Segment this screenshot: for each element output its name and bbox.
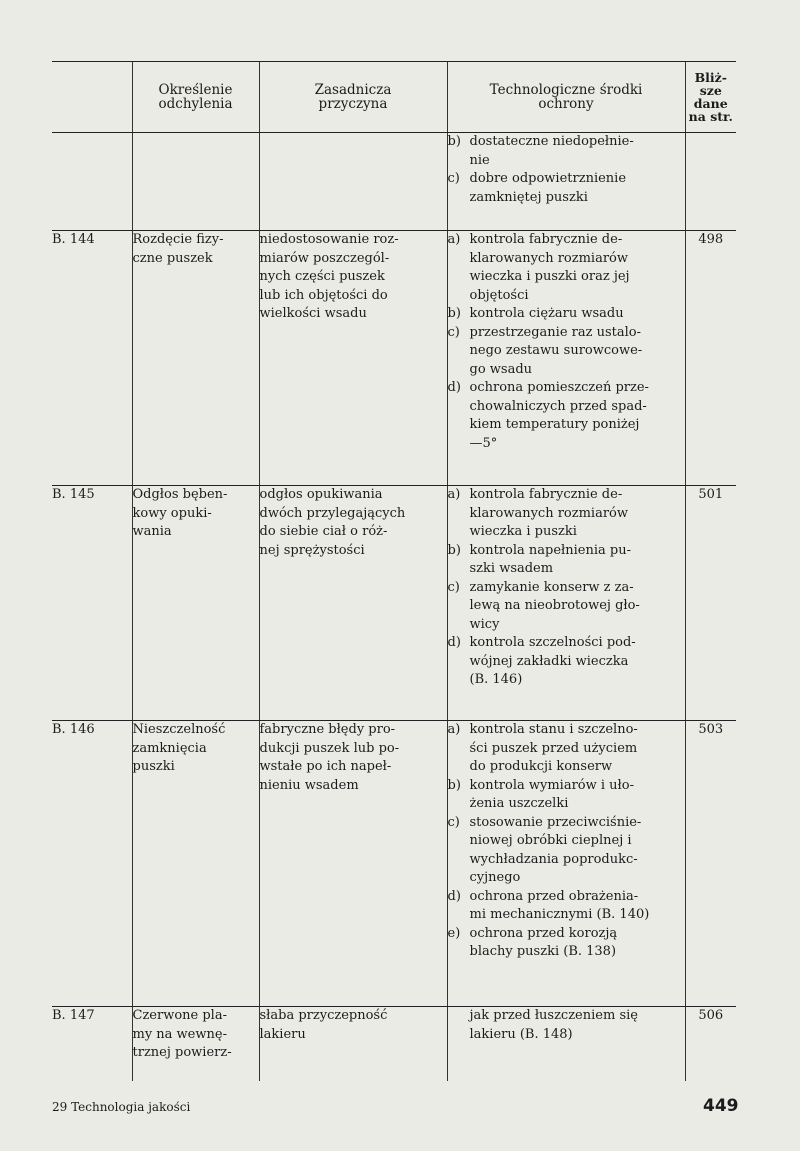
means-text: ochrona przed korozją blachy puszki (B. 138)	[469, 925, 618, 959]
means-letter: d)	[447, 380, 461, 395]
means-text: jak przed łuszczeniem się lakieru (B. 148)	[469, 1008, 638, 1042]
means-item	[448, 486, 685, 542]
row-means	[447, 721, 685, 1007]
row-page-ref: 506	[685, 1007, 736, 1081]
means-letter: c)	[447, 324, 460, 340]
header-deviation: Określenie odchylenia	[132, 62, 259, 133]
row-code: B. 146	[52, 721, 132, 1007]
means-letter: c)	[447, 171, 460, 186]
means-text: dobre odpowietrznienie zamkniętej puszki	[469, 171, 627, 205]
row-cause: fabryczne błędy pro- dukcji puszek lub po- wstałe po ich napeł- nieniu wsadem	[259, 721, 447, 1007]
means-letter: b)	[447, 134, 461, 149]
means-text: zamykanie konserw z za- lewą na nieobrotowej gło- wicy	[469, 579, 640, 632]
table-row	[52, 721, 736, 1007]
means-letter: a)	[447, 722, 461, 737]
header-code	[52, 62, 132, 133]
table-header-row	[52, 62, 736, 133]
means-letter: d)	[447, 888, 461, 904]
row-code	[52, 133, 132, 231]
means-item	[448, 634, 685, 690]
means-item	[448, 379, 685, 453]
means-item	[448, 579, 685, 635]
means-letter: b)	[447, 777, 461, 793]
means-text: przestrzeganie raz ustalo- nego zestawu surowcowe- go wsadu	[469, 324, 643, 377]
means-item	[448, 231, 685, 305]
means-letter: e)	[447, 925, 461, 941]
header-means: Technologiczne środki ochrony	[447, 62, 685, 133]
row-cause: odgłos opukiwania dwóch przylegających do siebie ciał o róż- nej sprężystości	[259, 486, 447, 721]
means-letter: a)	[447, 232, 461, 247]
means-letter	[448, 1007, 470, 1044]
row-means	[447, 1007, 685, 1081]
means-text: kontrola szczelności pod- wójnej zakładki wieczka (B. 146)	[469, 635, 636, 687]
row-cause: niedostosowanie roz- miarów poszczegól- nych części puszek lub ich objętości do wielkości wsadu	[259, 231, 447, 486]
header-page: Bliż- sze dane na str.	[685, 62, 736, 133]
means-letter: b)	[447, 542, 461, 558]
row-means	[447, 231, 685, 486]
means-item	[448, 925, 685, 962]
row-page-ref: 501	[685, 486, 736, 721]
means-letter: a)	[447, 487, 461, 502]
table-row	[52, 231, 736, 486]
means-item	[448, 305, 685, 324]
means-letter: b)	[447, 306, 461, 321]
means-item	[448, 542, 685, 579]
row-code: B. 145	[52, 486, 132, 721]
row-deviation	[132, 133, 259, 231]
row-deviation: Czerwone pla- my na wewnę- trznej powierz-	[132, 1007, 259, 1081]
row-code: B. 144	[52, 231, 132, 486]
means-item	[448, 888, 685, 925]
means-item	[448, 324, 685, 380]
means-text: kontrola napełnienia pu- szki wsadem	[469, 542, 631, 576]
row-page-ref	[685, 133, 736, 231]
table-row	[52, 1007, 736, 1081]
row-cause	[259, 133, 447, 231]
row-deviation: Nieszczelność zamknięcia puszki	[132, 721, 259, 1007]
means-text: kontrola wymiarów i uło- żenia uszczelki	[469, 777, 634, 811]
footer-signature: 29 Technologia jakości	[52, 1100, 191, 1114]
means-item	[448, 170, 685, 207]
means-text: ochrona przed obrażenia- mi mechanicznymi (B. 140)	[469, 888, 650, 922]
row-means	[447, 133, 685, 231]
means-text: stosowanie przeciwciśnie- niowej obróbki cieplnej i wychładzania poprodukc- cyjnego	[469, 814, 642, 885]
row-cause: słaba przyczepność lakieru	[259, 1007, 447, 1081]
row-page-ref: 498	[685, 231, 736, 486]
table-row	[52, 486, 736, 721]
means-text: dostateczne niedopełnie- nie	[469, 134, 634, 168]
row-deviation: Rozdęcie fizy- czne puszek	[132, 231, 259, 486]
row-means	[447, 486, 685, 721]
table-row	[52, 133, 736, 231]
means-text: kontrola stanu i szczelno- ści puszek przed użyciem do produkcji konserw	[469, 722, 638, 774]
means-item	[448, 814, 685, 888]
means-item	[448, 1007, 685, 1044]
means-text: ochrona pomieszczeń prze- chowalniczych przed spad- kiem temperatury poniżej —5°	[469, 380, 649, 451]
row-deviation: Odgłos bęben- kowy opuki- wania	[132, 486, 259, 721]
means-letter: d)	[447, 635, 461, 650]
means-text: kontrola fabrycznie de- klarowanych rozmiarów wieczka i puszki	[469, 487, 629, 539]
header-cause: Zasadnicza przyczyna	[259, 62, 447, 133]
means-item	[448, 133, 685, 170]
deviation-table	[52, 61, 736, 1081]
means-letter: c)	[447, 814, 460, 830]
row-page-ref: 503	[685, 721, 736, 1007]
page-number: 449	[703, 1096, 739, 1116]
means-text: kontrola fabrycznie de- klarowanych rozmiarów wieczka i puszki oraz jej objętości	[469, 232, 630, 303]
means-item	[448, 721, 685, 777]
means-item	[448, 777, 685, 814]
means-text: kontrola ciężaru wsadu	[469, 306, 624, 321]
row-code: B. 147	[52, 1008, 95, 1023]
means-letter: c)	[447, 579, 460, 595]
